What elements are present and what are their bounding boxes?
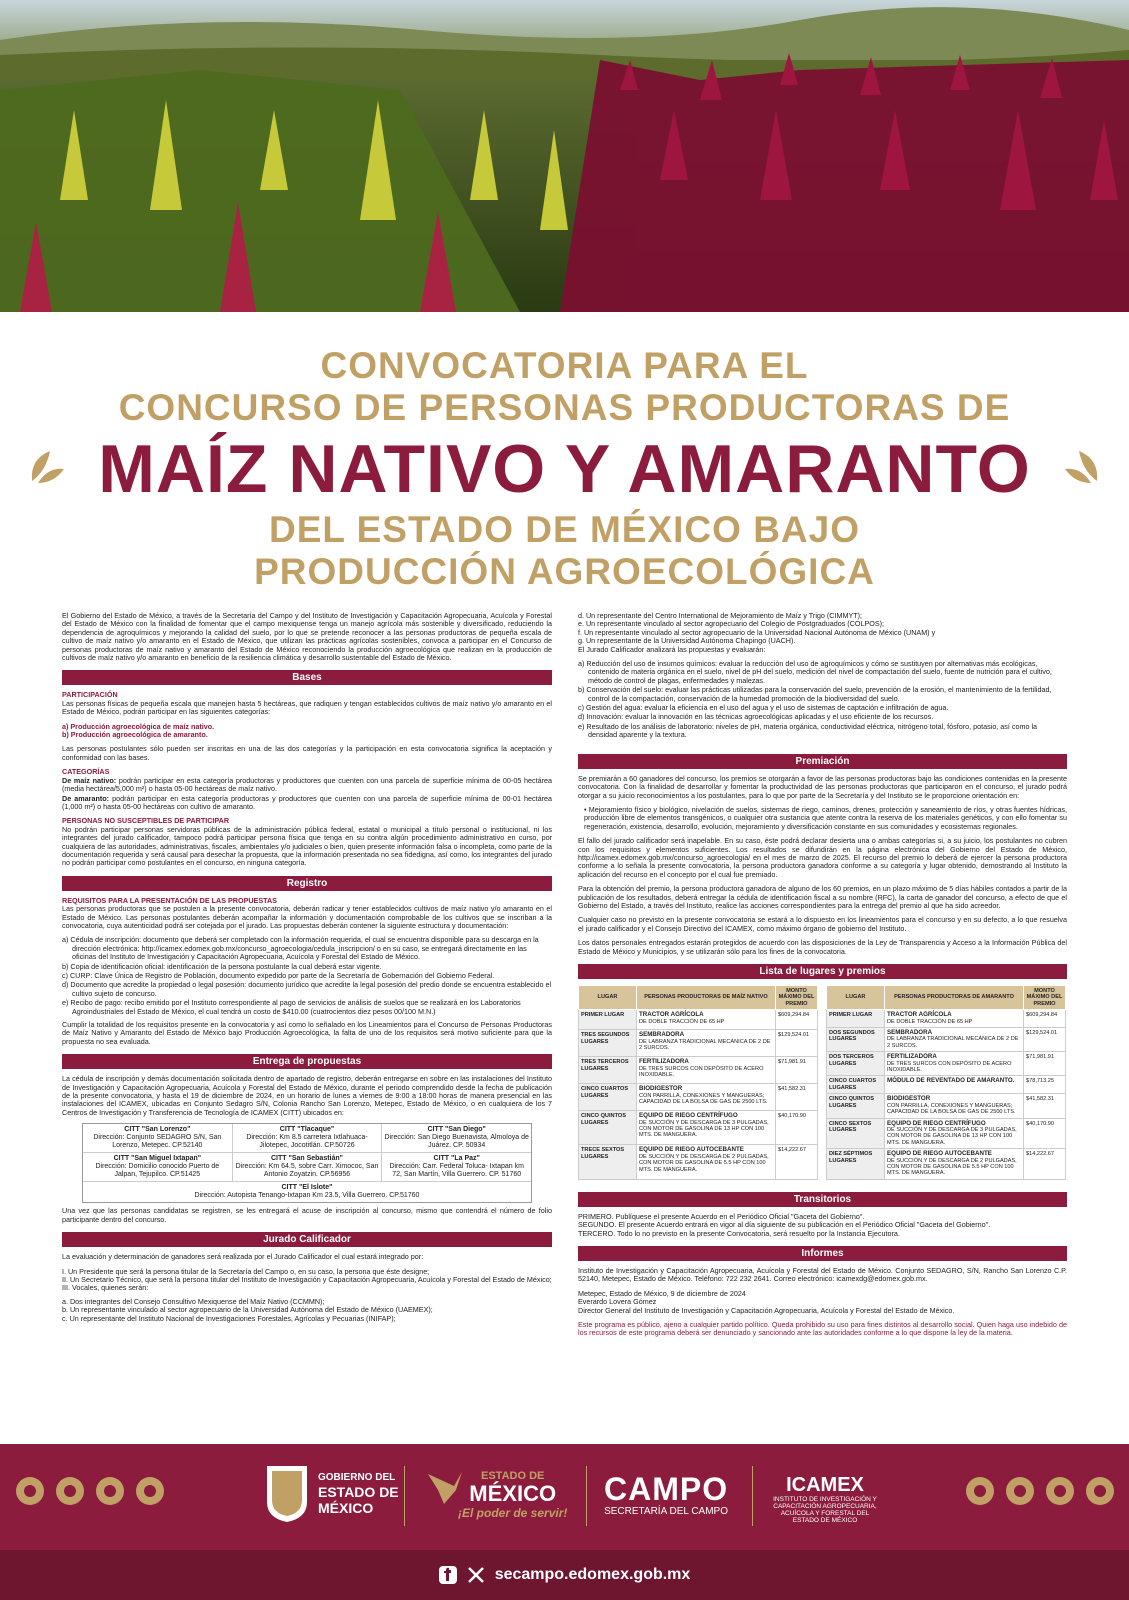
table-row (579, 1030, 818, 1057)
table-row (827, 1149, 1066, 1180)
jurado-member: I. Un Presidente que será la persona titular de la Secretaría del Campo o, en su caso, la persona que éste designe; (62, 1266, 430, 1276)
prize-name: EQUIPO DE RIEGO CENTRÍFUGO (639, 1112, 738, 1120)
participacion-text: Las personas físicas de pequeña escala que manejen hasta 5 hectáreas, que radiquen y tengan establecidos cultivos de maíz nativo y/o amaranto en el Estado de México, podrán participar en las siguientes categorías: (62, 698, 552, 717)
category-a: a) Producción agroecológica de maíz nativo. (62, 721, 215, 731)
informes-signer: Everardo Lovera Gómez (578, 1297, 657, 1307)
title-line-2: CONCURSO DE PERSONAS PRODUCTORAS DE (118, 387, 1011, 428)
amount-cell: $41,582.31 (1024, 1094, 1066, 1118)
section-premiacion: Premiación (578, 754, 1067, 769)
section-bases: Bases (62, 670, 552, 685)
title-line-4: DEL ESTADO DE MÉXICO BAJO (268, 509, 861, 550)
logo-campo: CAMPO SECRETARÍA DEL CAMPO (604, 1471, 729, 1517)
transitorio-item: PRIMERO. Publíquese el presente Acuerdo en el Periódico Oficial "Gaceta del Gobierno". (578, 1211, 865, 1221)
table-row (827, 1028, 1066, 1052)
criterion-item: b) Conservación del suelo: evaluar las prácticas utilizadas para la conservación del suelo, prevención de la erosión, el mantenimiento de la fertilidad, control de la compactación, conservación de la humedad promoción de la biodiversidad del suelo. (578, 685, 1052, 703)
maiz-category-text: De maíz nativo: podrán participar en esta categoría productoras y productores que cuenten con una parcela de superficie mínima de 00-05 hectárea (media hectárea/5,000 m²) o hasta 05-00 hectáreas de maíz nativo. (62, 775, 552, 794)
amount-cell: $609,294.84 (1024, 1010, 1066, 1028)
prize-cell (885, 1028, 1024, 1052)
table-header: PERSONAS PRODUCTORAS DE MAÍZ NATIVO (637, 986, 776, 1010)
citt-cell: CITT "San Diego" Dirección: San Diego Buenavista, Almoloya de Juárez. CP. 50934 (384, 1126, 529, 1150)
amount-cell: $78,713.25 (1024, 1076, 1066, 1094)
prize-desc: DE LABRANZA TRADICIONAL MECÁNICA DE 2 DE 2 SURCOS. (639, 1038, 771, 1051)
jurado-intro: La evaluación y determinación de ganadores será realizada por el Jurado Calificador el cual estará integrado por: (62, 1252, 424, 1262)
amount-cell: $71,981.91 (1024, 1052, 1066, 1076)
title-main: MAÍZ NATIVO Y AMARANTO (98, 431, 1031, 507)
prize-cell (637, 1084, 776, 1111)
jurado-member: II. Un Secretario Técnico, que será la persona titular del Instituto de Investigación y Capacitación Agropecuaria, Acuícola y Forestal del Estado de México; (62, 1274, 552, 1284)
prize-name: BIODIGESTOR (887, 1095, 931, 1103)
amount-cell: $609,294.84 (776, 1010, 818, 1030)
state-seal-icon (262, 1462, 312, 1524)
left-column (62, 612, 552, 1323)
entrega-text: La cédula de inscripción y demás documentación solicitada dentro de apartado de registro, deberán entregarse en sobre en las instalaciones del Instituto de Investigación y Capacitación Agropecuaria, Acuícola y Forestal del Estado de México, durante el periodo comprendido desde la fecha de publicación de la presente convocatoria, y hasta el 19 de diciembre de 2024, en un horario de lunes a viernes de 9:00 a 18:00 horas de manera presencial en las instalaciones del ICAMEX, ubicadas en Conjunto Sedagro S/N, Colonia Rancho San Lorenzo, Metepec, Estado de México, o en cualquiera de los 7 Centros de Investigación y Transferencia de Tecnología de ICAMEX (CITT) ubicados en: (62, 1074, 552, 1117)
table-row (579, 1010, 818, 1030)
prize-name: EQUIPO DE RIEGO AUTOCEBANTE (887, 1150, 992, 1158)
prize-name: SEMBRADORA (887, 1029, 933, 1037)
prize-tables (578, 985, 1067, 1180)
place-cell: DOS SEGUNDOS LUGARES (827, 1028, 885, 1052)
table-header: MONTO MÁXIMO DEL PREMIO (1024, 986, 1066, 1010)
prize-desc: DE TRES SURCOS CON DEPÓSITO DE ACERO INOXIDABLE. (887, 1060, 1012, 1074)
amount-cell: $40,170.90 (1024, 1118, 1066, 1149)
intro-paragraph: El Gobierno del Estado de México, a través de la Secretaría del Campo y del Instituto de Investigación y Capacitación Agropecuaria, Acuícola y Forestal del Estado de México con la finalidad de fomentar que el campo mexiquense tenga un manejo agrícola más sostenible y diversificado, reduciendo la dependencia de agroquímicos y mejorando la calidad del suelo, por lo que se pretende reconocer a las personas productoras de pequeña escala de cultivo de maíz nativo y/o amaranto en el Estado de México, que utilizan las prácticas agrícolas sostenibles, convoca a participar en el Concurso de personas productoras de maíz nativo y amaranto del Estado de México reconociendo la producción agroecológica que realizan en la producción de cultivos de maíz nativo y/o amaranto en beneficio de la resiliencia climática y desarrollo sustentable del Estado de México. (62, 612, 552, 663)
prize-table-amaranto (826, 985, 1066, 1180)
right-column (578, 612, 1067, 1344)
prize-name: MÓDULO DE REVENTADO DE AMARANTO. (887, 1077, 1015, 1085)
prize-name: FERTILIZADORA (887, 1053, 937, 1061)
prize-name: TRACTOR AGRÍCOLA (639, 1011, 704, 1019)
jurado-analiza: El Jurado Calificador analizará las propuestas y evaluarán: (578, 644, 766, 654)
footer-band (0, 1550, 1129, 1600)
table-row (827, 1076, 1066, 1094)
table-header: MONTO MÁXIMO DEL PREMIO (776, 986, 818, 1010)
hero-image (0, 0, 1129, 312)
logo-estado-mexico: ESTADO DE MÉXICO ¡El poder de servir! (458, 1470, 568, 1520)
citt-cell: CITT "La Paz" Dirección: Carr. Federal Toluca- Ixtapan km 72, San Martín, Villa Guerrero. CP. 51760 (389, 1155, 524, 1179)
table-header: LUGAR (579, 986, 637, 1010)
place-cell: PRIMER LUGAR (827, 1010, 885, 1028)
logo-gobierno: GOBIERNO DEL ESTADO DE MÉXICO (318, 1472, 399, 1516)
place-cell: DIEZ SÉPTIMOS LUGARES (827, 1149, 885, 1180)
citt-table (82, 1123, 532, 1203)
amount-cell: $129,524.01 (776, 1030, 818, 1057)
leaf-ornament-left-icon (26, 447, 66, 487)
prize-cell (885, 1118, 1024, 1149)
x-icon[interactable] (467, 1566, 485, 1584)
section-transitorios: Transitorios (578, 1192, 1067, 1207)
requisito-item: d) Documento que acredite la propiedad o legal posesión: documento jurídico que acredite la legal posesión del predio donde se encuentra establecido el cultivo sujeto de concurso. (62, 980, 552, 998)
table-row (579, 1145, 818, 1179)
category-b: b) Producción agroecológica de amaranto. (62, 730, 208, 740)
place-cell: TRES TERCEROS LUGARES (579, 1057, 637, 1084)
prize-cell (637, 1057, 776, 1084)
table-row (579, 1057, 818, 1084)
place-cell: CINCO CUARTOS LUGARES (827, 1076, 885, 1094)
leaf-ornament-right-icon (1063, 447, 1103, 487)
citt-cell: CITT "El Islote" Dirección: Autopista Tenango-Ixtapan Km 23.5, Villa Guerrero. CP.51760 (194, 1184, 420, 1200)
title-line-1: CONVOCATORIA PARA EL (320, 345, 809, 386)
requisito-item: b) Copia de identificación oficial: identificación de la persona postulante la cual deberá estar vigente. (62, 961, 382, 971)
place-cell: CINCO QUINTOS LUGARES (827, 1094, 885, 1118)
place-cell: TRES SEGUNDOS LUGARES (579, 1030, 637, 1057)
cumplir-text: Cumplir la totalidad de los requisitos presente en la convocatoria y así como lo señalado en los Lineamientos para el Concurso de Personas Productoras de Maíz Nativo y Amaranto del Estado de México bajo Producción Agroecológica, la falta de uno de los requisitos será motivo suficiente para que la propuesta no sea evaluada. (62, 1020, 552, 1046)
prize-desc: DE SUCCIÓN Y DE DESCARGA DE 3 PULGADAS, CON MOTOR DE GASOLINA DE 13 HP CON 100 MTS. DE MANGUERA. (639, 1119, 769, 1139)
criterion-item: d) Innovación: evaluar la innovación en las técnicas agroecológicas aplicadas y el uso eficiente de los recursos. (578, 712, 934, 722)
place-cell: CINCO QUINTOS LUGARES (579, 1111, 637, 1145)
prize-desc: CON PARRILLA, CONEXIONES Y MANGUERAS; CAPACIDAD DE LA BOLSA DE GAS DE 2500 LTS. (887, 1102, 1016, 1116)
requisitos-heading: REQUISITOS PARA LA PRESENTACIÓN DE LAS PROPUESTAS (62, 895, 277, 905)
ornament-left-icon (10, 1464, 170, 1518)
prize-table-maiz (578, 985, 818, 1180)
requisitos-list (62, 936, 552, 1016)
prize-desc: DE SUCCIÓN Y DE DESCARGA DE 2 PULGADAS, CON MOTOR DE GASOLINA DE 5.5 HP CON 100 MTS. DE MANGUERA. (887, 1157, 1017, 1177)
table-header: PERSONAS PRODUCTORAS DE AMARANTO (885, 986, 1024, 1010)
criterion-item: e) Resultado de los análisis de laboratorio: niveles de pH, materia orgánica, conductividad eléctrica, nitrógeno total, fósforo, potasio, así como la densidad aparente y la textura. (578, 721, 1038, 740)
prize-cell (885, 1076, 1024, 1094)
disclaimer: Este programa es público, ajeno a cualquier partido político. Queda prohibido su uso para fines distintos al desarrollo social. Quien haga uso indebido de los recursos de este programa deberá ser denunciado y sancionado ante las autoridades conforme a lo que dispone la ley de la materia. (578, 1320, 1067, 1338)
title-main-row (0, 433, 1129, 505)
prize-name: EQUIPO DE RIEGO CENTRÍFUGO (887, 1119, 986, 1127)
no-susceptibles-text: No podrán participar personas servidoras públicas de la administración pública federal, estatal o municipal a título personal o institucional, ni los integrantes del jurado calificador, tampoco podrá participar persona física que tenga en su contra algún procedimiento administrativo en curso, por cualquiera de las autoridades, administrativas, fiscales, ambientales y/o judiciales o bien, quien presente información falsa o incompleta, como parte de la documentación requerida y será causal para desechar la propuesta, que la información presentada no sea fidedigna, así como, los integrantes del jurado no podrán participar como postulantes en el concurso, en ninguna categoría. (62, 824, 552, 868)
logo-icamex: ICAMEX INSTITUTO DE INVESTIGACIÓN Y CAPACITACIÓN AGROPECUARIA, ACUÍCOLA Y FORESTAL DEL ESTADO DE MÉXICO (773, 1474, 877, 1524)
vocal-item: e. Un representante vinculado al sector agropecuario del Colegio de Postgraduados (COLPOS); (578, 619, 885, 629)
criteria-list (578, 660, 1067, 740)
table-row (827, 1094, 1066, 1118)
prize-cell (637, 1010, 776, 1030)
vocal-item: g. Un representante de la Universidad Autónoma Chapingo (UACH). (578, 636, 796, 646)
prize-cell (637, 1145, 776, 1179)
prize-cell (885, 1094, 1024, 1118)
title-line-5: PRODUCCIÓN AGROECOLÓGICA (254, 551, 875, 592)
amount-cell: $14,222.67 (776, 1145, 818, 1179)
transitorio-item: TERCERO. Todo lo no previsto en la presente Convocatoria, será resuelto por la Instancia Ejecutora. (578, 1228, 900, 1238)
amount-cell: $71,981.91 (776, 1057, 818, 1084)
criterion-item: c) Gestión del agua: evaluar la eficiencia en el uso del agua y el uso de sistemas de captación e infiltración de agua. (578, 703, 949, 713)
place-cell: CINCO SEXTOS LUGARES (827, 1118, 885, 1149)
amount-cell: $41,582.31 (776, 1084, 818, 1111)
premiacion-p3: Para la obtención del premio, la persona productora ganadora de alguno de los 60 premios, en un plazo máximo de 5 días hábiles contados a partir de la publicación de los resultados, deberá entregar la cédula de identificación fiscal a su nombre (RFC), la carta de ganador del concurso, a efecto de que el Gobierno del Estado, a través del Instituto, realice las acciones correspondientes para la entrega del premio al que ha sido acreedor. (578, 884, 1067, 910)
participacion-heading: PARTICIPACIÓN (62, 690, 118, 700)
requisito-item: c) CURP: Clave Única de Registro de Población, documento expedido por parte de la Secretaría de Gobernación del Gobierno Federal. (62, 971, 495, 980)
prize-name: SEMBRADORA (639, 1031, 685, 1039)
prize-desc: DE SUCCIÓN Y DE DESCARGA DE 3 PULGADAS, CON MOTOR DE GASOLINA DE 13 HP CON 100 MTS. DE MANGUERA. (887, 1126, 1017, 1146)
prize-cell (885, 1052, 1024, 1076)
no-susceptibles-heading: PERSONAS NO SUSCEPTIBLES DE PARTICIPAR (62, 816, 230, 826)
prize-desc: DE DOBLE TRACCIÓN DE 65 HP (887, 1018, 973, 1025)
vocal-item: d. Un representante del Centro International de Mejoramiento de Maíz y Trigo (CIMMYT); (578, 612, 863, 620)
place-cell: TRECE SEXTOS LUGARES (579, 1145, 637, 1179)
citt-cell: CITT "San Miguel Ixtapan" Dirección: Domicilio conocido Puerto de Jalpan, Tejupilco. CP.51425 (83, 1153, 233, 1181)
prize-desc: CON PARRILLA, CONEXIONES Y MANGUERAS; CAPACIDAD DE LA BOLSA DE GAS DE 2500 LTS. (639, 1092, 768, 1106)
prize-cell (637, 1111, 776, 1145)
premiacion-p5: Los datos personales entregados estarán protegidos de acuerdo con las disposiciones de la Ley de Transparencia y Acceso a la Información Pública del Estado de México y Municipios, y se utilizarán sólo para los fines de la convocatoria. (578, 938, 1067, 956)
title-block (0, 345, 1129, 593)
section-jurado: Jurado Calificador (62, 1232, 552, 1247)
premiacion-p1: Se premiarán a 60 ganadores del concurso, los premios se otorgarán a favor de las personas productoras bajo las condiciones contenidas en la presente convocatoria. Con la finalidad de desarrollar y fomentar la productividad de las personas productoras que participaron en el concurso, el jurado podrá otorgar a su juicio reconocimientos a los postulantes, para lo que por parte de la Secretaría y del Instituto se le proporcione orientación en: (578, 773, 1067, 800)
prize-desc: DE LABRANZA TRADICIONAL MECÁNICA DE 2 DE 2 SURCOS. (887, 1036, 1019, 1049)
prize-desc: DE SUCCIÓN Y DE DESCARGA DE 2 PULGADAS, CON MOTOR DE GASOLINA DE 5.5 HP CON 100 MTS. DE MANGUERA. (639, 1153, 769, 1173)
prize-cell (885, 1149, 1024, 1180)
requisitos-text: Las personas productoras que se postulen a la presente convocatoria, deberán radicar y tener establecidos cultivos de maíz nativo y/o amaranto en el Estado de México. Las personas postulantes deberán acompañar la información y documentación comprobable de los cultivos que se inscriban a la convocatoria, cuya autenticidad podrá ser cotejada por el jurado. Las propuestas deberán contener la siguiente estructura y documentación: (62, 904, 552, 930)
section-entrega: Entrega de propuestas (62, 1054, 552, 1069)
prize-name: EQUIPO DE RIEGO AUTOCEBANTE (639, 1146, 744, 1154)
prize-desc: DE TRES SURCOS CON DEPÓSITO DE ACERO INOXIDABLE. (639, 1065, 764, 1078)
table-row (579, 1111, 818, 1145)
place-cell: DOS TERCEROS LUGARES (827, 1052, 885, 1076)
prize-cell (885, 1010, 1024, 1028)
prize-cell (637, 1030, 776, 1057)
citt-cell: CITT "San Sebastián" Dirección: Km 64.5, sobre Carr. Ximococ, San Antonio Zoyatzin. CP.56956 (233, 1153, 383, 1181)
amount-cell: $14,222.67 (1024, 1149, 1066, 1180)
categorias-heading: CATEGORÍAS (62, 767, 110, 777)
premiacion-p2: El fallo del jurado calificador será inapelable. En su caso, éste podrá declarar desierta una o ambas categorías si, a su juicio, los postulantes no cubren con los requisitos y elementos suficientes. Los resultados se difundirán en la página electrónica del Gobierno del Estado de México, http://icamex.edomex.gob.mx/concurso_agroecologia/ en el mes de marzo de 2025. El recurso del premio lo deberá de ejercer la persona productora conforme a lo señala la presente convocatoria, la persona productora ganadora conforme a su categoría y lugar obtenido, demostrando al Instituto la aplicación del recurso en el concepto por el cual fue premiado. (578, 836, 1067, 879)
website-link[interactable]: secampo.edomex.gob.mx (494, 1566, 691, 1583)
transitorio-item: SEGUNDO. El presente Acuerdo entrará en vigor al día siguiente de su publicación en el Periódico Oficial "Gaceta del Gobierno". (578, 1220, 991, 1230)
vocal-item: b. Un representante vinculado al sector agropecuario de la Universidad Autónoma del Estado de México (UAEMEX); (62, 1305, 433, 1315)
table-row (827, 1052, 1066, 1076)
requisito-item: e) Recibo de pago: recibo emitido por el Instituto correspondiente al pago de servicios de análisis de suelos que se realizará en los Laboratorios Agroindustriales del Estado de México, el cual tendrá un costo de $410.00 (cuatrocientos diez pesos 00/100 M.N.) (62, 998, 521, 1016)
body-text (62, 612, 1067, 1444)
amount-cell: $129,524.01 (1024, 1028, 1066, 1052)
requisito-item: a) Cédula de inscripción: documento que deberá ser completado con la información requerida, el cual se encuentra disponible para su descarga en la dirección electrónica: http://icamex.edomex.gob.mx/concurso_agroecologia/cedula_inscripcion/ o en su caso, se entregará directamente en las oficinas del Instituto de Investigación y Capacitación Agropecuaria, Acuícola y Forestal del Estado de México. (62, 935, 539, 962)
table-row (827, 1118, 1066, 1149)
vocal-item: c. Un representante del Instituto Nacional de Investigaciones Forestales, Agrícolas y Pecuarias (INIFAP); (62, 1313, 396, 1323)
prize-name: FERTILIZADORA (639, 1058, 689, 1066)
table-row (579, 1084, 818, 1111)
section-lista: Lista de lugares y premios (578, 964, 1067, 979)
vocal-item: f. Un representante vinculado al sector agropecuario de la Universidad Nacional Autónoma de México (UNAM) y (578, 627, 936, 637)
jurado-member: III. Vocales, quienes serán: (62, 1283, 149, 1293)
table-row (827, 1010, 1066, 1028)
place-cell: PRIMER LUGAR (579, 1010, 637, 1030)
prize-name: TRACTOR AGRÍCOLA (887, 1011, 952, 1019)
place-cell: CINCO CUARTOS LUGARES (579, 1084, 637, 1111)
amaranto-category-text: De amaranto: podrán participar en esta categoría productoras y productores que cuenten con una parcela de superficie mínima de 00-01 hectárea (1,000 m²) o hasta 05-00 hectáreas con cultivo de amaranto. (62, 793, 553, 811)
informes-text: Instituto de Investigación y Capacitación Agropecuaria, Acuícola y Forestal del Estado de México. Conjunto SEDAGRO, S/N, Rancho San Lorenzo C.P. 52140, Metepec, Estado de México. Teléfono: 722 232 2641. Correo electrónico: icamexdg@edomex.gob.mx. (578, 1265, 1067, 1284)
citt-cell: CITT "San Lorenzo" Dirección: Conjunto SEDAGRO S/N, San Lorenzo, Metepec. CP.52140 (83, 1124, 233, 1152)
amount-cell: $40,170.90 (776, 1111, 818, 1145)
prize-desc: DE DOBLE TRACCIÓN DE 65 HP (639, 1018, 725, 1025)
vocal-item: a. Dos integrantes del Consejo Consultivo Mexiquense del Maíz Nativo (CCMMN); (62, 1296, 325, 1306)
criterion-item: a) Reducción del uso de insumos químicos: evaluar la reducción del uso de agroquímicos y cómo se sustituyen por alternativas más ecológicas, contenido de materia orgánica en el suelo, nivel de pH del suelo, medición del nivel de compactación del suelo, fuente de nutrición para el cultivo, método de control de plagas, enfermedades y malezas. (578, 659, 1052, 685)
premiacion-p4: Cualquier caso no previsto en la presente convocatoria se estará a lo dispuesto en los lineamientos para el concurso y en su defecto, a lo que resuelva el jurado calificador y el Consejo Directivo del ICAMEX, como máximo órgano de gobierno del Instituto. (578, 915, 1067, 933)
section-registro: Registro (62, 876, 552, 891)
section-informes: Informes (578, 1246, 1067, 1261)
informes-date: Metepec, Estado de México, 9 de diciembre de 2024 (578, 1288, 746, 1298)
table-header: LUGAR (827, 986, 885, 1010)
ornament-right-icon (960, 1464, 1120, 1518)
prize-name: BIODIGESTOR (639, 1085, 683, 1093)
informes-role: Director General del Instituto de Investigación y Capacitación Agropecuaria, Acuícola y Forestal del Estado de México. (578, 1305, 955, 1315)
inscritas-text: Las personas postulantes sólo pueden ser inscritas en una de las dos categorías y la participación en esta convocatoria significa la aceptación y conformidad con las bases. (62, 744, 552, 762)
citt-cell: CITT "Tlacaque" Dirección: Km 8.5 carretera Ixtlahuaca-Jilotepec, Jocotitlán. CP.50726 (233, 1124, 383, 1152)
premiacion-bullet: • Mejoramiento físico y biológico, nivelación de suelos, sistemas de riego, caminos, drenes, protección y saneamiento de ríos, y otras fuentes hídricas, producción libre de elementos transgénicos, o cualquier otra sustancia que atente contra la reserva de los materiales genéticos, y con ello fomentar su regeneración, existencia, desarrollo, evolución, mejoramiento y diversificación constante en sus comunidades y ecosistemas regionales. (584, 804, 1067, 831)
folio-text: Una vez que las personas candidatas se registren, se les entregará el acuse de inscripción al concurso, mismo que contendrá el número de folio participante dentro del concurso. (62, 1206, 552, 1224)
facebook-icon[interactable] (439, 1566, 457, 1584)
